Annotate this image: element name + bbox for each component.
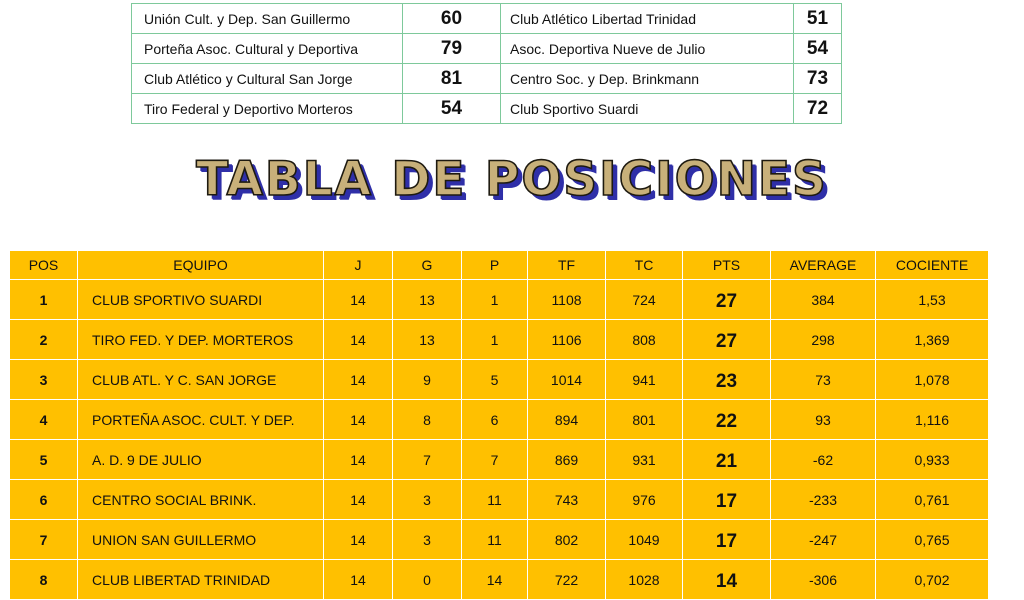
column-header-j: J (324, 251, 393, 280)
quotient-cell: 1,116 (876, 400, 989, 440)
column-header-tf: TF (528, 251, 606, 280)
lost-cell: 6 (462, 400, 528, 440)
team-name-cell: CLUB LIBERTAD TRINIDAD (78, 560, 324, 600)
home-score: 54 (403, 94, 501, 124)
results-table (131, 3, 842, 124)
away-score: 54 (794, 34, 842, 64)
result-row (132, 64, 842, 94)
points-against-cell: 931 (606, 440, 683, 480)
won-cell: 13 (393, 320, 462, 360)
won-cell: 3 (393, 480, 462, 520)
position-cell: 8 (10, 560, 78, 600)
team-name-cell: A. D. 9 DE JULIO (78, 440, 324, 480)
away-team: Club Sportivo Suardi (501, 94, 794, 124)
lost-cell: 11 (462, 520, 528, 560)
position-cell: 5 (10, 440, 78, 480)
won-cell: 13 (393, 280, 462, 320)
played-cell: 14 (324, 360, 393, 400)
lost-cell: 7 (462, 440, 528, 480)
average-cell: 298 (771, 320, 876, 360)
standings-row (10, 400, 989, 440)
points-cell: 17 (683, 520, 771, 560)
home-team: Porteña Asoc. Cultural y Deportiva (132, 34, 403, 64)
position-cell: 4 (10, 400, 78, 440)
standings-row (10, 320, 989, 360)
average-cell: -306 (771, 560, 876, 600)
team-name-cell: PORTEÑA ASOC. CULT. Y DEP. (78, 400, 324, 440)
won-cell: 0 (393, 560, 462, 600)
points-against-cell: 976 (606, 480, 683, 520)
quotient-cell: 0,702 (876, 560, 989, 600)
points-against-cell: 808 (606, 320, 683, 360)
won-cell: 3 (393, 520, 462, 560)
standings-header-row (10, 251, 989, 280)
points-for-cell: 869 (528, 440, 606, 480)
quotient-cell: 0,765 (876, 520, 989, 560)
home-team: Unión Cult. y Dep. San Guillermo (132, 4, 403, 34)
points-against-cell: 724 (606, 280, 683, 320)
won-cell: 7 (393, 440, 462, 480)
points-against-cell: 1049 (606, 520, 683, 560)
lost-cell: 1 (462, 320, 528, 360)
column-header-g: G (393, 251, 462, 280)
lost-cell: 5 (462, 360, 528, 400)
points-for-cell: 802 (528, 520, 606, 560)
lost-cell: 11 (462, 480, 528, 520)
position-cell: 2 (10, 320, 78, 360)
points-cell: 21 (683, 440, 771, 480)
away-team: Asoc. Deportiva Nueve de Julio (501, 34, 794, 64)
quotient-cell: 0,933 (876, 440, 989, 480)
average-cell: 93 (771, 400, 876, 440)
average-cell: -62 (771, 440, 876, 480)
column-header-pos: POS (10, 251, 78, 280)
home-score: 81 (403, 64, 501, 94)
won-cell: 8 (393, 400, 462, 440)
points-for-cell: 1014 (528, 360, 606, 400)
standings-table (9, 250, 989, 600)
lost-cell: 14 (462, 560, 528, 600)
average-cell: -247 (771, 520, 876, 560)
page-title: TABLA DE POSICIONES (196, 152, 828, 207)
home-score: 60 (403, 4, 501, 34)
points-cell: 27 (683, 320, 771, 360)
points-cell: 27 (683, 280, 771, 320)
position-cell: 3 (10, 360, 78, 400)
away-team: Club Atlético Libertad Trinidad (501, 4, 794, 34)
played-cell: 14 (324, 480, 393, 520)
played-cell: 14 (324, 280, 393, 320)
played-cell: 14 (324, 520, 393, 560)
points-for-cell: 743 (528, 480, 606, 520)
standings-row (10, 440, 989, 480)
column-header-tc: TC (606, 251, 683, 280)
played-cell: 14 (324, 440, 393, 480)
won-cell: 9 (393, 360, 462, 400)
points-cell: 14 (683, 560, 771, 600)
played-cell: 14 (324, 560, 393, 600)
standings-row (10, 560, 989, 600)
points-against-cell: 941 (606, 360, 683, 400)
quotient-cell: 1,369 (876, 320, 989, 360)
points-for-cell: 1106 (528, 320, 606, 360)
position-cell: 6 (10, 480, 78, 520)
home-team: Club Atlético y Cultural San Jorge (132, 64, 403, 94)
average-cell: -233 (771, 480, 876, 520)
standings-row (10, 280, 989, 320)
standings-row (10, 480, 989, 520)
result-row (132, 94, 842, 124)
standings-row (10, 520, 989, 560)
away-score: 72 (794, 94, 842, 124)
quotient-cell: 1,078 (876, 360, 989, 400)
points-for-cell: 894 (528, 400, 606, 440)
team-name-cell: CLUB SPORTIVO SUARDI (78, 280, 324, 320)
points-against-cell: 801 (606, 400, 683, 440)
team-name-cell: TIRO FED. Y DEP. MORTEROS (78, 320, 324, 360)
played-cell: 14 (324, 400, 393, 440)
points-cell: 22 (683, 400, 771, 440)
lost-cell: 1 (462, 280, 528, 320)
standings-row (10, 360, 989, 400)
away-score: 51 (794, 4, 842, 34)
column-header-equipo: EQUIPO (78, 251, 324, 280)
team-name-cell: UNION SAN GUILLERMO (78, 520, 324, 560)
average-cell: 384 (771, 280, 876, 320)
points-for-cell: 1108 (528, 280, 606, 320)
result-row (132, 4, 842, 34)
points-against-cell: 1028 (606, 560, 683, 600)
home-score: 79 (403, 34, 501, 64)
points-cell: 23 (683, 360, 771, 400)
column-header-p: P (462, 251, 528, 280)
result-row (132, 34, 842, 64)
position-cell: 7 (10, 520, 78, 560)
away-score: 73 (794, 64, 842, 94)
column-header-cociente: COCIENTE (876, 251, 989, 280)
home-team: Tiro Federal y Deportivo Morteros (132, 94, 403, 124)
position-cell: 1 (10, 280, 78, 320)
points-for-cell: 722 (528, 560, 606, 600)
column-header-pts: PTS (683, 251, 771, 280)
team-name-cell: CENTRO SOCIAL BRINK. (78, 480, 324, 520)
played-cell: 14 (324, 320, 393, 360)
average-cell: 73 (771, 360, 876, 400)
quotient-cell: 0,761 (876, 480, 989, 520)
away-team: Centro Soc. y Dep. Brinkmann (501, 64, 794, 94)
team-name-cell: CLUB ATL. Y C. SAN JORGE (78, 360, 324, 400)
quotient-cell: 1,53 (876, 280, 989, 320)
points-cell: 17 (683, 480, 771, 520)
column-header-average: AVERAGE (771, 251, 876, 280)
